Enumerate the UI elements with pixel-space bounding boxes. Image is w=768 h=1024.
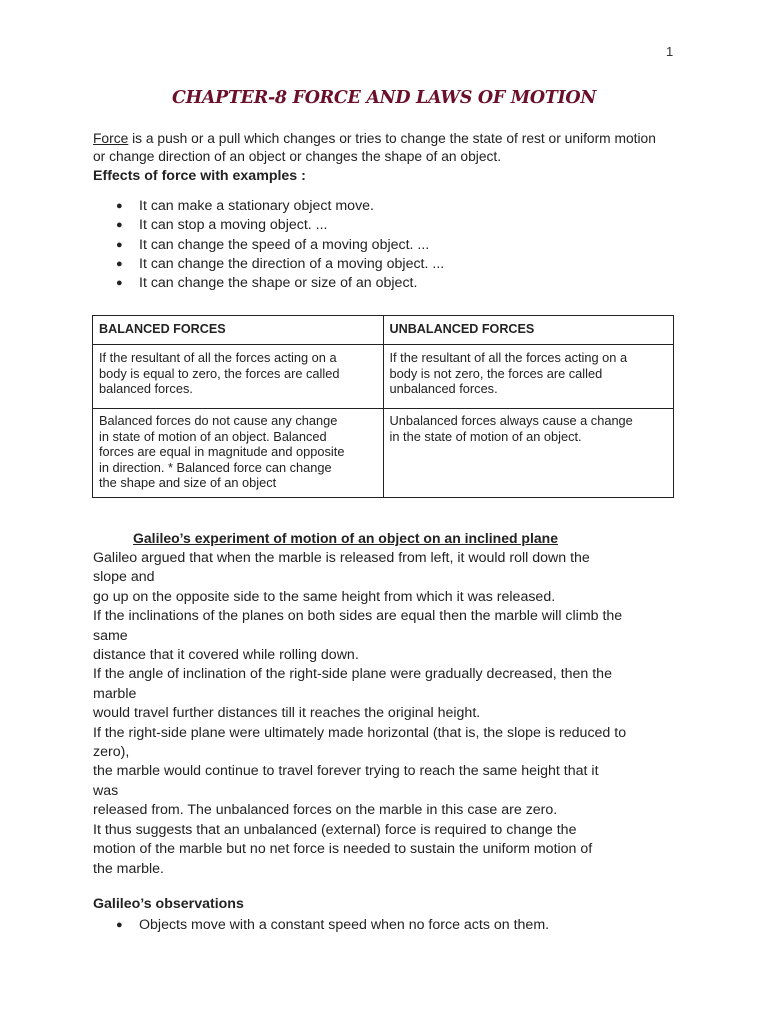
galileo-heading: Galileo’s experiment of motion of an object on an inclined plane: [133, 530, 558, 546]
body-line: If the right-side plane were ultimately made horizontal (that is, the slope is reduced to: [93, 724, 627, 741]
list-item: [116, 916, 549, 935]
body-line: released from. The unbalanced forces on the marble in this case are zero.: [93, 802, 558, 819]
list-item-text: It can change the speed of a moving object. ...: [139, 236, 430, 253]
table-row: [93, 409, 674, 498]
cell-line: body is equal to zero, the forces are called: [99, 365, 340, 381]
force-term: Force: [93, 131, 129, 146]
body-line: It thus suggests that an unbalanced (external) force is required to change the: [93, 821, 577, 838]
observations-heading: Galileo’s observations: [93, 896, 244, 912]
page-number: 1: [666, 44, 674, 59]
body-line: motion of the marble but no net force is needed to sustain the uniform motion of: [93, 841, 593, 858]
cell-line: forces are equal in magnitude and opposite: [99, 444, 345, 459]
intro-line-1: is a push or a pull which changes or tries to change the state of rest or uniform motion: [128, 131, 656, 146]
body-line: was: [93, 782, 119, 799]
cell-line: in direction. * Balanced force can change: [99, 459, 332, 475]
body-line: the marble would continue to travel forever trying to reach the same height that it: [93, 763, 599, 780]
list-item-text: It can change the direction of a moving object. ...: [139, 255, 445, 272]
list-item: [116, 274, 444, 293]
body-line: the marble.: [93, 860, 164, 877]
list-item-text: Objects move with a constant speed when no force acts on them.: [139, 917, 550, 933]
body-line: If the inclinations of the planes on both sides are equal then the marble will climb the: [93, 608, 623, 625]
cell-line: If the resultant of all the forces acting on a: [389, 350, 628, 365]
bullet-icon: ●: [116, 200, 123, 212]
table-header-row: [93, 316, 674, 345]
bullet-icon: ●: [116, 219, 123, 232]
body-line: zero),: [93, 744, 130, 761]
list-item: [116, 216, 444, 235]
header-unbalanced: UNBALANCED FORCES: [383, 316, 674, 345]
cell-line: in the state of motion of an object.: [389, 428, 582, 444]
body-line: Galileo argued that when the marble is released from left, it would roll down the: [93, 550, 590, 566]
table-cell: [383, 409, 674, 498]
list-item: [116, 197, 444, 216]
cell-line: in state of motion of an object. Balanced: [99, 428, 327, 444]
effects-list: [116, 197, 444, 293]
cell-line: Balanced forces do not cause any change: [99, 413, 338, 428]
cell-line: If the resultant of all the forces acting on a: [99, 350, 337, 365]
list-item: [116, 236, 444, 255]
cell-line: unbalanced forces.: [389, 381, 498, 396]
observations-list: [116, 916, 549, 935]
header-balanced: BALANCED FORCES: [93, 316, 384, 345]
bullet-icon: ●: [116, 919, 123, 931]
body-line: would travel further distances till it reaches the original height.: [93, 705, 481, 722]
table-cell: [93, 409, 384, 498]
cell-line: body is not zero, the forces are called: [389, 365, 603, 381]
body-line: marble: [93, 685, 137, 702]
galileo-body: [93, 549, 683, 879]
body-line: slope and: [93, 569, 155, 586]
list-item-text: It can stop a moving object. ...: [139, 217, 328, 234]
forces-table: [92, 315, 674, 498]
list-item: [116, 255, 444, 274]
body-line: If the angle of inclination of the right-side plane were gradually decreased, then the: [93, 666, 612, 683]
bullet-icon: ●: [116, 257, 123, 270]
table-cell: [383, 345, 674, 409]
intro-line-2: or change direction of an object or changes the shape of an object.: [93, 149, 502, 164]
list-item-text: It can make a stationary object move.: [139, 198, 374, 214]
list-item-text: It can change the shape or size of an object.: [139, 275, 418, 292]
bullet-icon: ●: [116, 238, 123, 251]
chapter-title: CHAPTER-8 FORCE AND LAWS OF MOTION: [171, 88, 597, 108]
cell-line: the shape and size of an object: [99, 475, 277, 490]
effects-heading: Effects of force with examples :: [93, 168, 306, 184]
body-line: same: [93, 627, 128, 644]
table-cell: [93, 345, 384, 409]
cell-line: balanced forces.: [99, 381, 193, 396]
bullet-icon: ●: [116, 277, 123, 290]
cell-line: Unbalanced forces always cause a change: [389, 413, 633, 428]
intro-paragraph: [93, 130, 693, 166]
table-row: [93, 345, 674, 409]
body-line: go up on the opposite side to the same height from which it was released.: [93, 588, 556, 605]
body-line: distance that it covered while rolling down.: [93, 647, 359, 664]
